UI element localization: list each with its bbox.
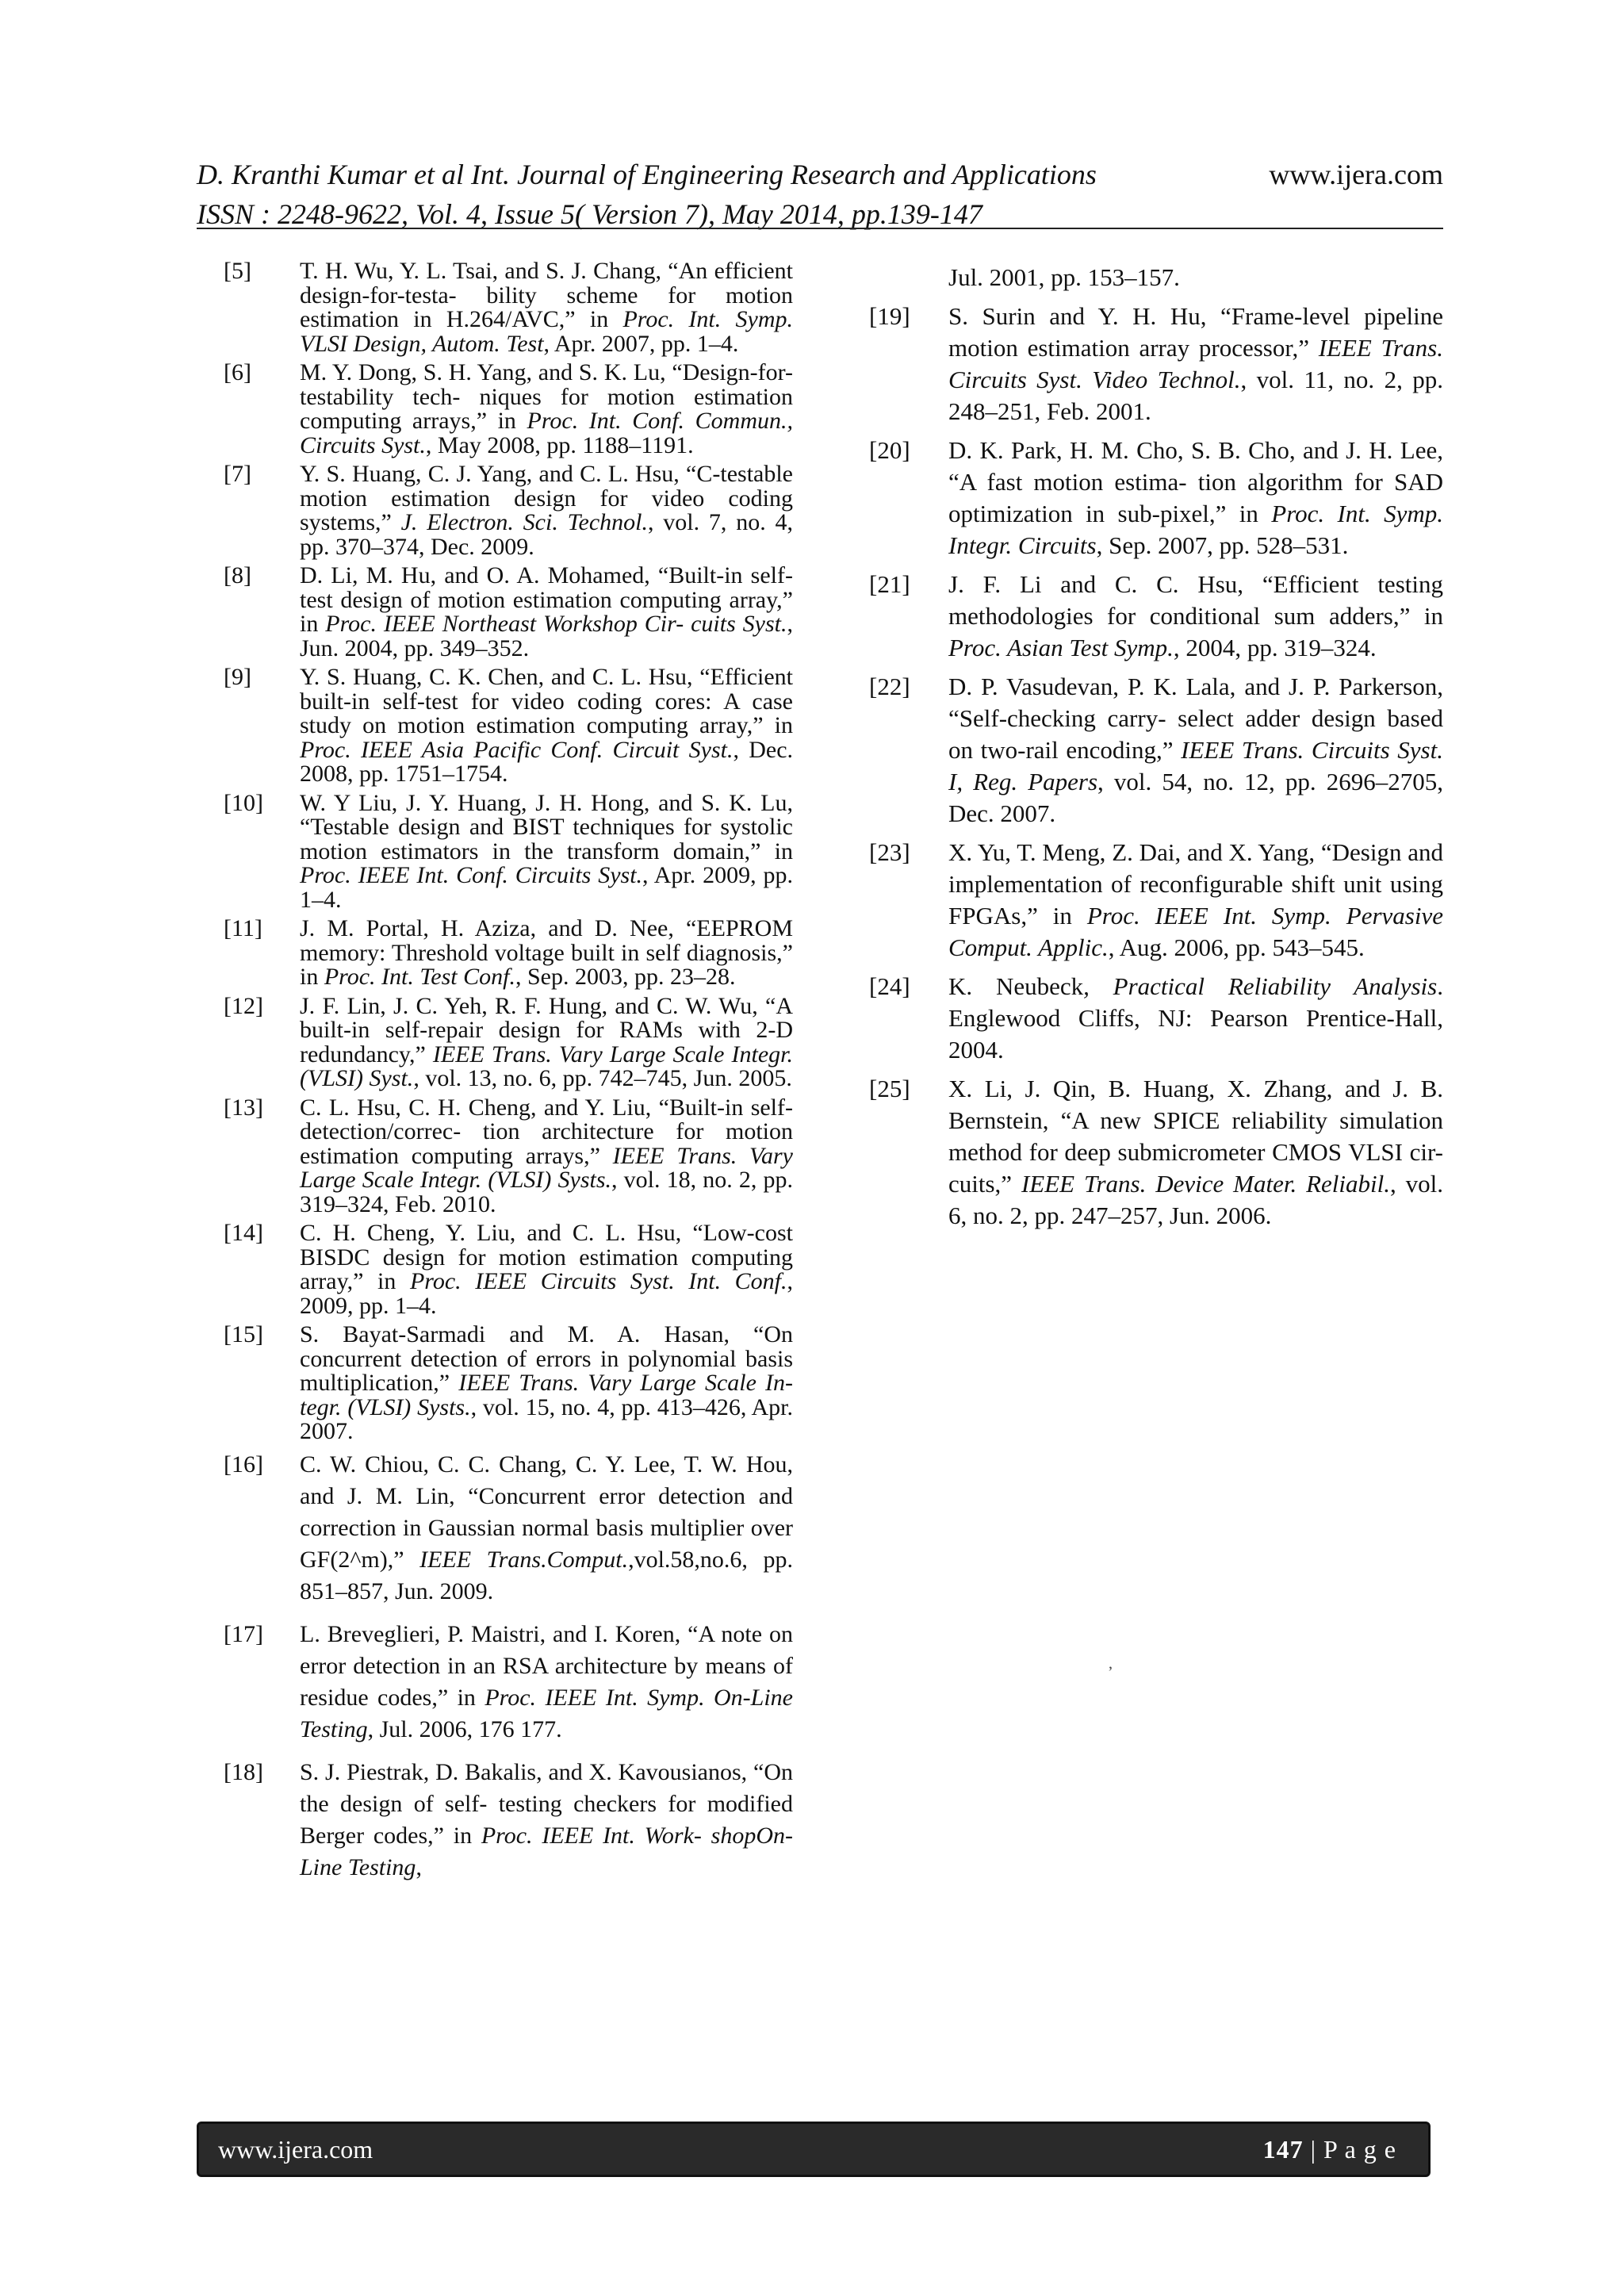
reference-entry [869, 301, 1443, 427]
reference-number: [11] [224, 915, 262, 941]
reference-text-part: , vol. 6, no. 2, pp. 247–257, Jun. 2006. [948, 1170, 1443, 1229]
reference-text-part: C. H. Cheng, Y. Liu, and C. L. Hsu, “Low-cost BISDC design for motion estimation computing array,” in [300, 1220, 793, 1294]
reference-number: [15] [224, 1321, 263, 1347]
reference-text-part: L. Breveglieri, P. Maistri, and I. Koren, “A note on error detection in an RSA architecture by means of residue codes,” in [300, 1620, 793, 1711]
reference-text [300, 361, 793, 458]
reference-text-part: , 2004, pp. 319–324. [1173, 634, 1377, 661]
reference-venue: IEEE Trans. Vary Large Scale In- tegr. (VLSI) Systs. [300, 1370, 793, 1420]
reference-text-part: C. W. Chiou, C. C. Chang, C. Y. Lee, T. W. Hou, and J. M. Lin, “Concurrent error detection and correction in Gaussian normal basis multiplier over GF(2^m),” [300, 1451, 793, 1573]
reference-entry [224, 1323, 793, 1444]
reference-text-part: . Englewood Cliffs, NJ: Pearson Prentice-Hall, 2004. [948, 972, 1443, 1064]
reference-number: [8] [224, 562, 251, 588]
reference-number: [18] [224, 1758, 263, 1785]
reference-text-part: D. P. Vasudevan, P. K. Lala, and J. P. Parkerson, “Self-checking carry- select adder design based on two-rail encoding,” [948, 673, 1443, 764]
footer-website[interactable]: www.ijera.com [218, 2135, 373, 2164]
reference-text-part: , vol. 54, no. 12, pp. 2696–2705, Dec. 2007. [948, 768, 1443, 827]
reference-text [948, 1073, 1443, 1232]
reference-text-part: , May 2008, pp. 1188–1191. [425, 431, 694, 458]
reference-entry [224, 564, 793, 661]
reference-text-part: Y. S. Huang, C. K. Chen, and C. L. Hsu, “Efficient built-in self-test for video coding cores: A case study on motion estimation computing array,” in [300, 664, 793, 738]
reference-venue: , Practical Reliability Analysis [1083, 972, 1438, 1000]
reference-venue: IEEE Trans. Device Mater. Reliabil. [1021, 1170, 1390, 1198]
reference-number: [17] [224, 1620, 263, 1647]
reference-entry [224, 259, 793, 356]
reference-text-part: , vol. 18, no. 2, pp. 319–324, Feb. 2010. [300, 1167, 793, 1217]
reference-text [300, 1449, 793, 1608]
reference-text-part: Jul. 2001, pp. 153–157. [948, 263, 1180, 291]
stray-mark: ʼ [1108, 1664, 1113, 1681]
reference-entry [869, 1073, 1443, 1232]
page-footer [197, 2122, 1431, 2177]
reference-text [300, 564, 793, 661]
reference-text-part: , Jun. 2004, pp. 349–352. [300, 611, 793, 661]
reference-entry [869, 671, 1443, 830]
reference-text-part: , vol. 11, no. 2, pp. 248–251, Feb. 2001. [948, 366, 1443, 425]
reference-entry [224, 789, 793, 913]
reference-number: [21] [869, 570, 910, 598]
reference-entry [224, 1757, 793, 1884]
reference-text [948, 262, 1443, 293]
reference-text-part: Y. S. Huang, C. J. Yang, and C. L. Hsu, “C-testable motion estimation design for video coding systems,” [300, 461, 793, 535]
reference-venue: Proc. IEEE Int. Symp. Pervasive Comput. Applic. [948, 902, 1443, 961]
reference-number: [24] [869, 972, 910, 1000]
reference-text-part: S. Bayat-Sarmadi and M. A. Hasan, “On concurrent detection of errors in polynomial basis multiplication,” [300, 1321, 793, 1396]
reference-entry [224, 1221, 793, 1318]
reference-text [948, 837, 1443, 964]
reference-number: [5] [224, 258, 251, 284]
reference-text [300, 789, 793, 913]
reference-entry [869, 971, 1443, 1066]
page-label: | P a g e [1303, 2135, 1396, 2164]
reference-number: [6] [224, 359, 251, 385]
reference-venue: Proc. IEEE Northeast Workshop Cir- cuits Syst. [325, 611, 787, 637]
reference-entry [869, 435, 1443, 562]
reference-number: [16] [224, 1451, 263, 1478]
reference-venue: Proc. IEEE Circuits Syst. Int. Conf. [409, 1268, 787, 1294]
reference-venue: Proc. IEEE Asia Pacific Conf. Circuit Syst. [300, 736, 733, 763]
reference-text-part: T. H. Wu, Y. L. Tsai, and S. J. Chang, “An efficient design-for-testa- bility scheme for motion estimation in H.264/AVC,” in [300, 258, 793, 332]
reference-entry [869, 837, 1443, 964]
issn-volume-line: ISSN : 2248-9622, Vol. 4, Issue 5( Version 7), May 2014, pp.139-147 [197, 198, 982, 230]
reference-text [300, 259, 793, 356]
reference-text-part: S. Surin and Y. H. Hu, “Frame-level pipeline motion estimation array processor,” [948, 302, 1443, 362]
reference-venue: Proc. Int. Conf. Commun., Circuits Syst. [300, 408, 793, 458]
reference-text [948, 569, 1443, 664]
reference-text-part: S. J. Piestrak, D. Bakalis, and X. Kavousianos, “On the design of self- testing checkers for modified Berger codes,” in [300, 1758, 793, 1849]
reference-number: [23] [869, 838, 910, 866]
reference-number: [10] [224, 789, 263, 816]
reference-venue: IEEE Trans. Circuits Syst. I, Reg. Papers [948, 736, 1443, 795]
reference-entry [869, 569, 1443, 664]
reference-text [300, 1323, 793, 1444]
reference-venue: J. Electron. Sci. Technol. [400, 509, 649, 535]
reference-text-part: , 2009, pp. 1–4. [300, 1268, 793, 1319]
reference-text-part: X. Li, J. Qin, B. Huang, X. Zhang, and J. B. Bernstein, “A new SPICE reliability simulation method for deep submicrometer CMOS VLSI cir- cuits,” [948, 1075, 1443, 1198]
reference-text-part: M. Y. Dong, S. H. Yang, and S. K. Lu, “Design-for-testability tech- niques for motion estimation computing arrays,” in [300, 359, 793, 434]
reference-text-part: , Dec. 2008, pp. 1751–1754. [300, 736, 794, 787]
reference-venue: Proc. Int. Symp. VLSI Design, Autom. Test [300, 306, 793, 357]
reference-text-part: K. Neubeck [948, 972, 1084, 1000]
footer-page-number [1263, 2135, 1396, 2164]
reference-number: [25] [869, 1075, 910, 1102]
reference-text [948, 671, 1443, 830]
reference-venue: Proc. Int. Symp. Integr. Circuits [948, 500, 1443, 559]
reference-number: [19] [869, 302, 910, 330]
journal-website[interactable]: www.ijera.com [1269, 159, 1443, 190]
reference-venue: Proc. Asian Test Symp. [948, 634, 1174, 661]
reference-text [300, 1221, 793, 1318]
reference-text [948, 971, 1443, 1066]
reference-text-part: , Apr. 2009, pp. 1–4. [300, 862, 793, 913]
reference-text-part: J. F. Li and C. C. Hsu, “Efficient testing methodologies for conditional sum adders,” in [948, 570, 1443, 630]
reference-number: [9] [224, 664, 251, 690]
page-number: 147 [1262, 2135, 1304, 2164]
header-rule [197, 228, 1443, 229]
reference-venue: IEEE Trans. Vary Large Scale Integr. (VLSI) Systs. [300, 1142, 793, 1193]
reference-text [300, 917, 793, 990]
references-left-column [224, 259, 793, 1895]
reference-text-part: , Jul. 2006, 176 177. [367, 1715, 562, 1742]
reference-text [300, 992, 793, 1091]
reference-number: [14] [224, 1220, 263, 1246]
reference-entry [224, 1449, 793, 1608]
reference-venue: IEEE Trans. Vary Large Scale Integr. (VLSI) Syst. [300, 1041, 793, 1091]
reference-text [300, 665, 793, 787]
reference-text-part: , Sep. 2003, pp. 23–28. [515, 964, 736, 990]
reference-entry [224, 917, 793, 990]
reference-text [300, 1757, 793, 1884]
reference-text-part: , [416, 1853, 422, 1880]
reference-entry [869, 262, 1443, 293]
reference-entry [224, 992, 793, 1091]
reference-text [300, 1619, 793, 1746]
reference-text-part: W. Y Liu, J. Y. Huang, J. H. Hong, and S. K. Lu, “Testable design and BIST techniques for systolic motion estimators in the transform domain,” in [300, 789, 793, 864]
reference-text-part: , vol. 13, no. 6, pp. 742–745, Jun. 2005. [413, 1065, 792, 1091]
reference-text [948, 301, 1443, 427]
journal-title: D. Kranthi Kumar et al Int. Journal of Engineering Research and Applications [197, 159, 1097, 190]
reference-entry [224, 1096, 793, 1217]
reference-text-part: , Apr. 2007, pp. 1–4. [543, 330, 739, 357]
reference-venue: Proc. IEEE Int. Conf. Circuits Syst. [300, 862, 643, 888]
reference-number: [22] [869, 673, 910, 700]
references-right-column [869, 262, 1443, 1239]
reference-text-part: ,vol.58,no.6, pp. 851–857, Jun. 2009. [300, 1546, 793, 1604]
reference-text-part: , Sep. 2007, pp. 528–531. [1096, 531, 1349, 559]
reference-text-part: , Aug. 2006, pp. 543–545. [1108, 933, 1365, 961]
reference-text-part: , vol. 15, no. 4, pp. 413–426, Apr. 2007. [300, 1393, 793, 1444]
reference-text [300, 1096, 793, 1217]
reference-entry [224, 665, 793, 787]
reference-text-part: , vol. 7, no. 4, pp. 370–374, Dec. 2009. [300, 509, 793, 560]
reference-text-part: D. Li, M. Hu, and O. A. Mohamed, “Built-in self-test design of motion estimation computing array,” in [300, 562, 793, 637]
reference-text-part: C. L. Hsu, C. H. Cheng, and Y. Liu, “Built-in self-detection/correc- tion architecture for motion estimation computing arrays,” [300, 1094, 793, 1169]
reference-text-part: X. Yu, T. Meng, Z. Dai, and X. Yang, “Design and implementation of reconfigurable shift unit using FPGAs,” in [948, 838, 1443, 930]
reference-entry [224, 1619, 793, 1746]
reference-text [300, 462, 793, 559]
reference-text [948, 435, 1443, 562]
reference-text-part: J. F. Lin, J. C. Yeh, R. F. Hung, and C. W. Wu, “A built-in self-repair design for RAMs with 2-D redundancy,” [300, 992, 793, 1068]
reference-venue: IEEE Trans. Circuits Syst. Video Technol. [948, 334, 1443, 393]
reference-venue: Proc. IEEE Int. Symp. On-Line Testing [300, 1684, 794, 1742]
reference-text-part: D. K. Park, H. M. Cho, S. B. Cho, and J. H. Lee, “A fast motion estima- tion algorithm for SAD optimization in sub-pixel,” in [948, 436, 1443, 527]
running-header [197, 155, 1443, 234]
reference-number: [12] [224, 992, 263, 1019]
reference-venue: Proc. Int. Test Conf. [324, 964, 515, 990]
reference-venue: IEEE Trans.Comput. [419, 1546, 629, 1573]
reference-text-part: J. M. Portal, H. Aziza, and D. Nee, “EEPROM memory: Threshold voltage built in self diagnosis,” in [300, 915, 793, 990]
reference-number: [20] [869, 436, 910, 464]
reference-number: [7] [224, 461, 251, 487]
reference-number: [13] [224, 1094, 263, 1121]
reference-entry [224, 361, 793, 458]
reference-entry [224, 462, 793, 559]
reference-venue: Proc. IEEE Int. Work- shopOn-Line Testing [300, 1822, 793, 1880]
